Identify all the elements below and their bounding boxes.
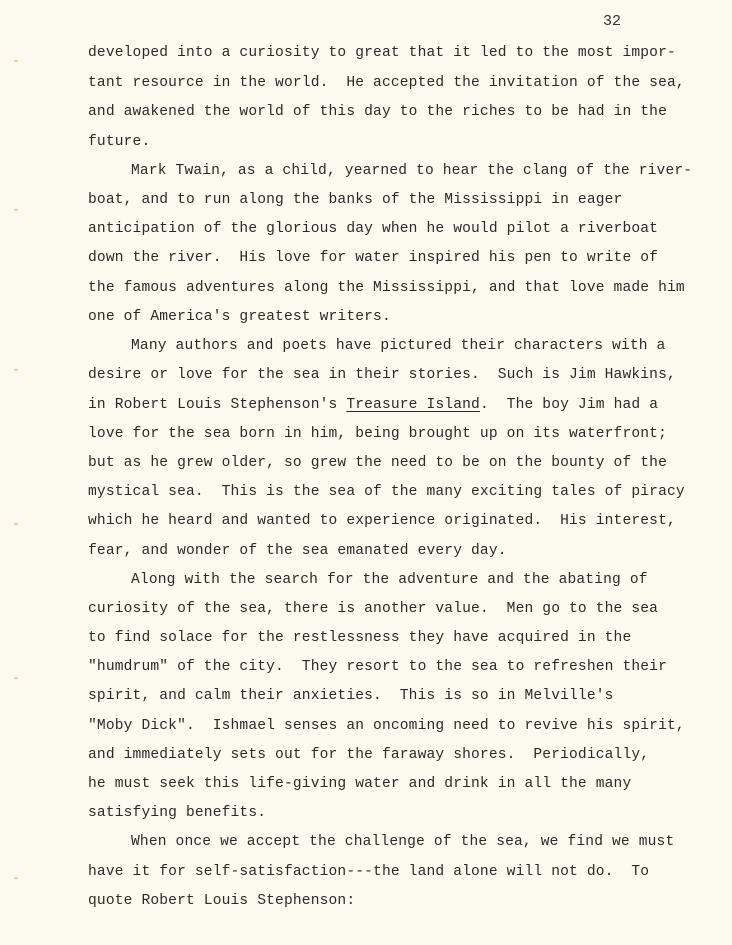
text-segment: . The boy Jim had a bbox=[479, 397, 659, 413]
text-line: developed into a curiosity to great that it led to the most impor- bbox=[88, 45, 676, 61]
text-line: Mark Twain, as a child, yearned to hear the clang of the river- bbox=[131, 163, 693, 179]
text-line-with-title bbox=[88, 397, 658, 413]
margin-mark bbox=[14, 209, 18, 211]
text-line: but as he grew older, so grew the need to be on the bounty of the bbox=[88, 455, 667, 471]
text-line: spirit, and calm their anxieties. This is so in Melville's bbox=[88, 688, 614, 704]
text-line: boat, and to run along the banks of the Mississippi in eager bbox=[88, 192, 623, 208]
text-line: curiosity of the sea, there is another value. Men go to the sea bbox=[88, 601, 659, 617]
text-line: the famous adventures along the Mississippi, and that love made him bbox=[88, 280, 685, 296]
text-line: satisfying benefits. bbox=[88, 805, 267, 821]
text-line: one of America's greatest writers. bbox=[88, 309, 391, 325]
text-line: which he heard and wanted to experience originated. His interest, bbox=[88, 513, 676, 529]
text-line: anticipation of the glorious day when he would pilot a riverboat bbox=[88, 221, 659, 237]
page-number: 32 bbox=[603, 13, 622, 30]
text-line: mystical sea. This is the sea of the many exciting tales of piracy bbox=[88, 484, 685, 500]
text-segment: in Robert Louis Stephenson's bbox=[88, 397, 347, 413]
text-line: "Moby Dick". Ishmael senses an oncoming need to revive his spirit, bbox=[88, 718, 685, 734]
margin-mark bbox=[14, 60, 18, 62]
text-line: fear, and wonder of the sea emanated every day. bbox=[88, 543, 507, 559]
text-line: quote Robert Louis Stephenson: bbox=[88, 893, 356, 909]
margin-mark bbox=[14, 677, 18, 679]
text-line: he must seek this life-giving water and drink in all the many bbox=[88, 776, 632, 792]
text-line: Along with the search for the adventure and the abating of bbox=[131, 572, 648, 588]
text-line: to find solace for the restlessness they have acquired in the bbox=[88, 630, 632, 646]
text-line: and immediately sets out for the faraway shores. Periodically, bbox=[88, 747, 650, 763]
margin-mark bbox=[14, 523, 18, 525]
text-line: future. bbox=[88, 134, 151, 150]
text-line: down the river. His love for water inspired his pen to write of bbox=[88, 250, 659, 266]
text-line: and awakened the world of this day to the riches to be had in the bbox=[88, 104, 667, 120]
text-line: have it for self-satisfaction---the land alone will not do. To bbox=[88, 864, 650, 880]
text-line: When once we accept the challenge of the sea, we find we must bbox=[131, 834, 675, 850]
text-line: Many authors and poets have pictured their characters with a bbox=[131, 338, 666, 354]
text-line: love for the sea born in him, being brought up on its waterfront; bbox=[88, 426, 667, 442]
text-line: "humdrum" of the city. They resort to the sea to refreshen their bbox=[88, 659, 667, 675]
text-line: tant resource in the world. He accepted the invitation of the sea, bbox=[88, 75, 685, 91]
text-line: desire or love for the sea in their stories. Such is Jim Hawkins, bbox=[88, 367, 676, 383]
book-title-treasure-island: Treasure Island bbox=[346, 397, 480, 413]
margin-mark bbox=[14, 877, 18, 879]
margin-mark bbox=[14, 369, 18, 371]
